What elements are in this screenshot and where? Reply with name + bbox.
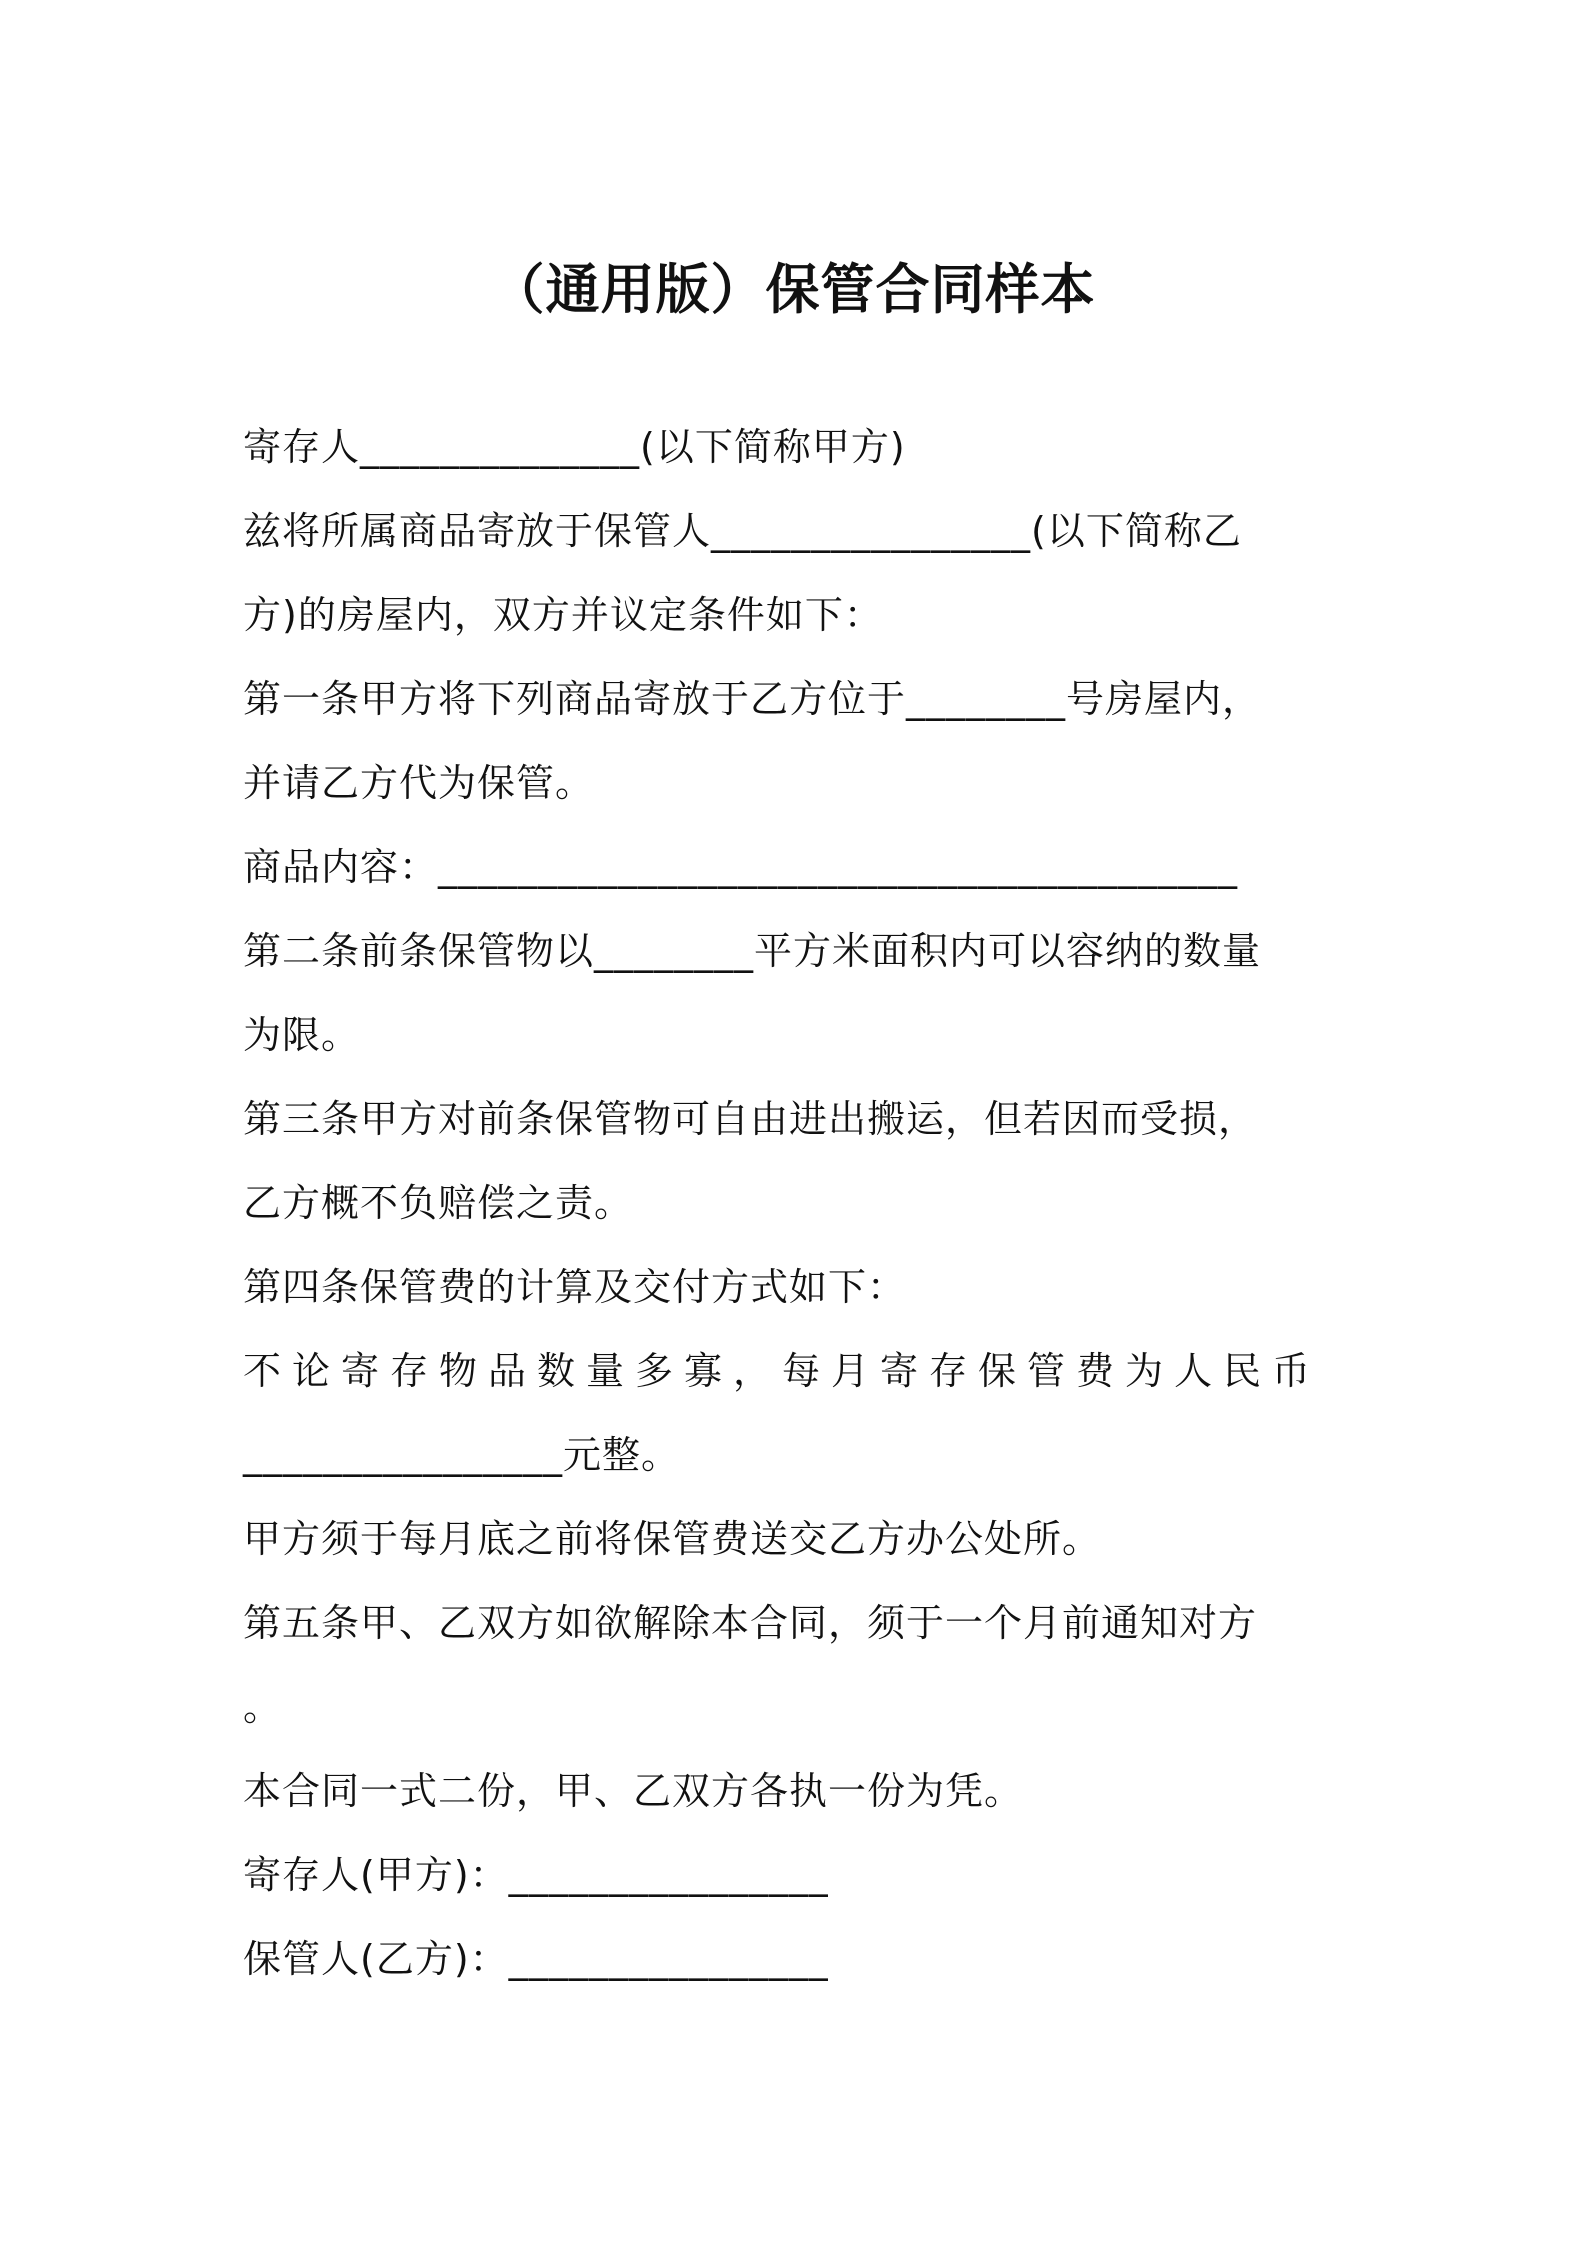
depositor-line: 寄存人______________(以下简称甲方)	[243, 425, 906, 469]
custodian-intro-line-cont: 方)的房屋内，双方并议定条件如下：	[243, 593, 883, 637]
article-1-line-cont: 并请乙方代为保管。	[243, 761, 595, 805]
article-5-line: 第五条甲、乙双方如欲解除本合同，须于一个月前通知对方	[243, 1601, 1258, 1645]
article-2-line-cont: 为限。	[243, 1013, 361, 1057]
document-title: （通用版）保管合同样本	[490, 258, 1096, 321]
goods-content-line: 商品内容：________________________________________	[243, 845, 1239, 889]
copies-line: 本合同一式二份，甲、乙双方各执一份为凭。	[243, 1769, 1024, 1813]
document-body	[243, 405, 1363, 2001]
article-1-line: 第一条甲方将下列商品寄放于乙方位于________号房屋内，	[243, 677, 1262, 721]
storage-fee-line-cont: ________________元整。	[243, 1433, 681, 1477]
article-5-line-cont: 。	[243, 1685, 283, 1729]
article-4-line: 第四条保管费的计算及交付方式如下：	[243, 1265, 907, 1309]
article-2-line: 第二条前条保管物以________平方米面积内可以容纳的数量	[243, 929, 1262, 973]
article-3-line-cont: 乙方概不负赔偿之责。	[243, 1181, 634, 1225]
custodian-intro-line: 兹将所属商品寄放于保管人________________(以下简称乙	[243, 509, 1242, 553]
storage-fee-line: 不论寄存物品数量多寡，每月寄存保管费为人民币	[243, 1349, 1322, 1393]
signature-party-a-line: 寄存人(甲方)：________________	[243, 1853, 829, 1897]
article-3-line: 第三条甲方对前条保管物可自由进出搬运，但若因而受损，	[243, 1097, 1258, 1141]
payment-deadline-line: 甲方须于每月底之前将保管费送交乙方办公处所。	[243, 1517, 1102, 1561]
signature-party-b-line: 保管人(乙方)：________________	[243, 1937, 829, 1981]
